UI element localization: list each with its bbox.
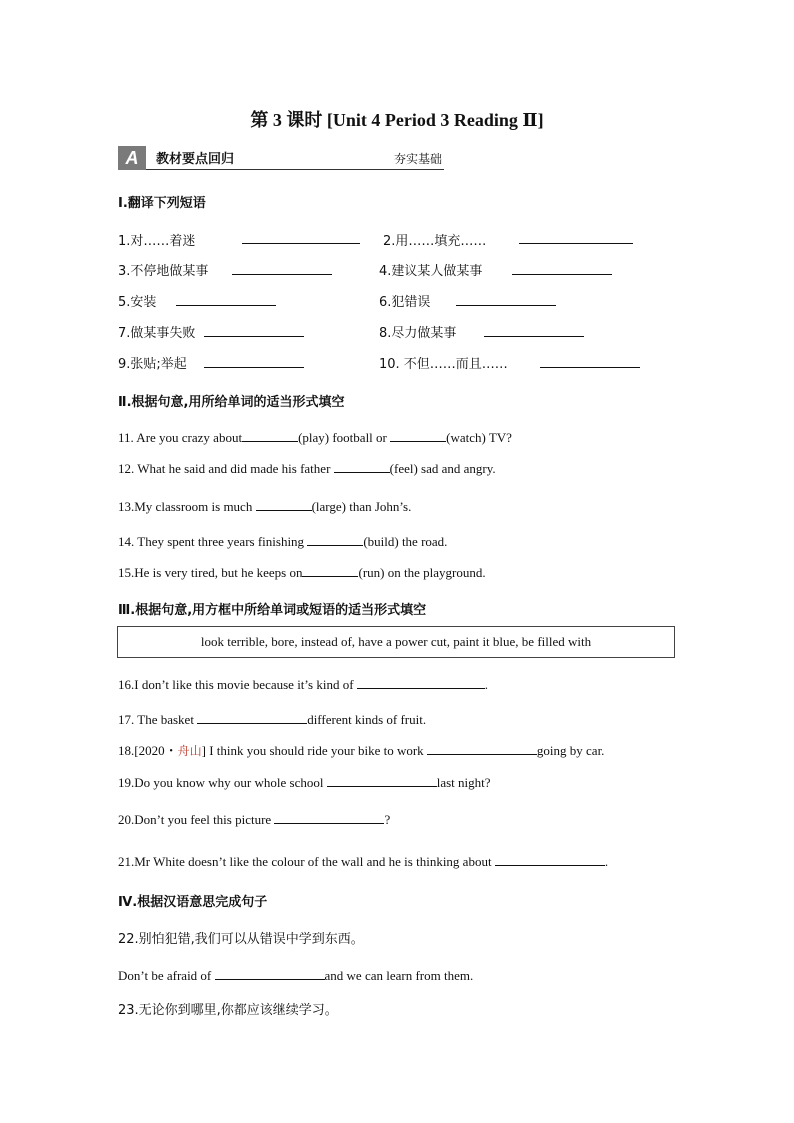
phrase-item: 6.犯错误 [379, 295, 431, 310]
phrase-item: 7.做某事失败 [118, 326, 196, 341]
question-12: 12. What he said and did made his father (feel) sad and angry. [118, 458, 496, 477]
question-22-answer: Don’t be afraid of and we can learn from them. [118, 965, 473, 984]
question-16: 16.I don’t like this movie because it’s kind of . [118, 674, 488, 693]
answer-blank[interactable] [334, 458, 390, 473]
section-heading-2: Ⅱ.根据句意,用所给单词的适当形式填空 [118, 395, 345, 410]
phrase-item: 5.安装 [118, 295, 157, 310]
banner-subtitle: 夯实基础 [393, 152, 442, 166]
answer-blank[interactable] [390, 427, 446, 442]
answer-blank[interactable] [302, 562, 358, 577]
answer-blank[interactable] [327, 772, 437, 787]
question-19: 19.Do you know why our whole school last night? [118, 772, 491, 791]
section-heading-1: Ⅰ.翻译下列短语 [118, 196, 206, 211]
answer-blank[interactable] [484, 336, 584, 337]
phrase-item: 2.用……填充…… [383, 234, 487, 249]
phrase-item: 4.建议某人做某事 [379, 264, 483, 279]
answer-blank[interactable] [540, 367, 640, 368]
section-banner [118, 146, 444, 170]
question-22-prompt: 22.别怕犯错,我们可以从错误中学到东西。 [118, 932, 364, 947]
answer-blank[interactable] [197, 709, 307, 724]
banner-title: 教材要点回归 [156, 152, 235, 167]
phrase-item: 1.对……着迷 [118, 234, 196, 249]
answer-blank[interactable] [307, 531, 363, 546]
answer-blank[interactable] [215, 965, 325, 980]
answer-blank[interactable] [232, 274, 332, 275]
question-21: 21.Mr White doesn’t like the colour of the wall and he is thinking about . [118, 851, 608, 870]
answer-blank[interactable] [274, 809, 384, 824]
word-box: look terrible, bore, instead of, have a power cut, paint it blue, be filled with [117, 626, 675, 658]
phrase-item: 9.张贴;举起 [118, 357, 187, 372]
phrase-item: 10. 不但……而且…… [379, 357, 508, 372]
page-title: 第 3 课时 [Unit 4 Period 3 Reading Ⅱ] [250, 110, 544, 130]
section-heading-3: Ⅲ.根据句意,用方框中所给单词或短语的适当形式填空 [118, 603, 427, 618]
answer-blank[interactable] [204, 336, 304, 337]
answer-blank[interactable] [456, 305, 556, 306]
answer-blank[interactable] [512, 274, 612, 275]
question-13: 13.My classroom is much (large) than John’s. [118, 496, 411, 515]
answer-blank[interactable] [242, 427, 298, 442]
answer-blank[interactable] [242, 243, 360, 244]
answer-blank[interactable] [519, 243, 633, 244]
section-heading-4: Ⅳ.根据汉语意思完成句子 [118, 895, 268, 910]
answer-blank[interactable] [357, 674, 485, 689]
source-tag: 舟山 [177, 744, 202, 758]
question-17: 17. The basket different kinds of fruit. [118, 709, 426, 728]
answer-blank[interactable] [204, 367, 304, 368]
question-15: 15.He is very tired, but he keeps on (run) on the playground. [118, 562, 486, 581]
phrase-item: 8.尽力做某事 [379, 326, 457, 341]
answer-blank[interactable] [256, 496, 312, 511]
banner-rule [146, 169, 444, 171]
answer-blank[interactable] [495, 851, 605, 866]
phrase-item: 3.不停地做某事 [118, 264, 209, 279]
question-14: 14. They spent three years finishing (build) the road. [118, 531, 447, 550]
answer-blank[interactable] [176, 305, 276, 306]
answer-blank[interactable] [427, 740, 537, 755]
question-18: 18.[2020・舟山] I think you should ride your bike to work going by car. [118, 740, 604, 759]
question-11: 11. Are you crazy about (play) football or (watch) TV? [118, 427, 512, 446]
question-23-prompt: 23.无论你到哪里,你都应该继续学习。 [118, 1003, 338, 1018]
question-20: 20.Don’t you feel this picture ? [118, 809, 390, 828]
section-badge: A [118, 146, 146, 170]
